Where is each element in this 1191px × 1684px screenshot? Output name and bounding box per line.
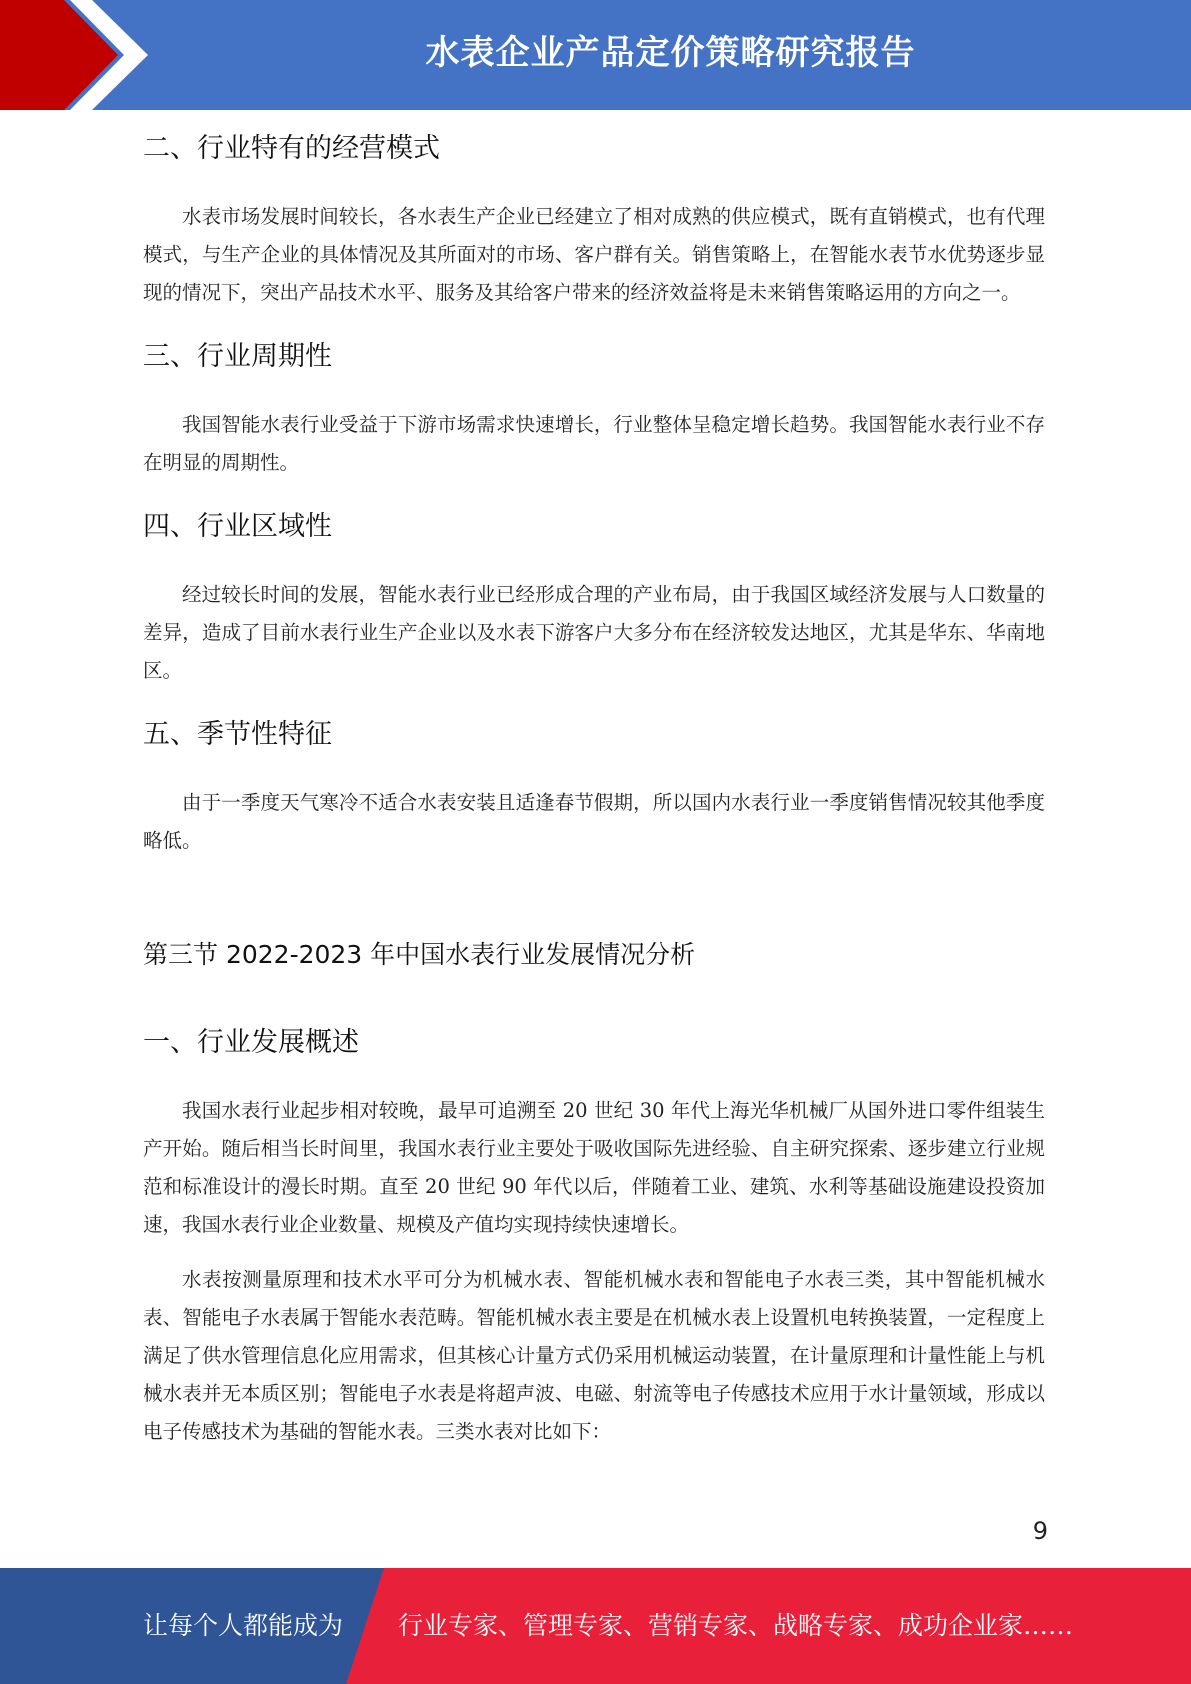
section-heading-seasonality: 五、季节性特征 (143, 719, 332, 750)
paragraph-business-model: 水表市场发展时间较长，各水表生产企业已经建立了相对成熟的供应模式，既有直销模式，也有代理模式，与生产企业的具体情况及其所面对的市场、客户群有关。销售策略上，在智能水表节水优势逐步显现的情况下，突出产品技术水平、服务及其给客户带来的经济效益将是未来销售策略运用的方向之一。 (143, 205, 1045, 304)
section-heading-regionality: 四、行业区域性 (143, 511, 332, 542)
footer-slogan-right: 行业专家、管理专家、营销专家、战略专家、成功企业家…… (398, 1611, 1074, 1640)
chapter-heading: 第三节 2022-2023 年中国水表行业发展情况分析 (143, 940, 696, 969)
footer-slogan-left: 让每个人都能成为 (143, 1611, 344, 1640)
page-footer (0, 1568, 1191, 1684)
section-heading-business-model: 二、行业特有的经营模式 (143, 133, 440, 164)
paragraph-cyclicality: 我国智能水表行业受益于下游市场需求快速增长，行业整体呈稳定增长趋势。我国智能水表行业不存在明显的周期性。 (143, 413, 1045, 474)
section-heading-cyclicality: 三、行业周期性 (143, 341, 332, 372)
page-header (0, 0, 1191, 110)
section-heading-overview: 一、行业发展概述 (143, 1027, 359, 1058)
paragraph-overview-history: 我国水表行业起步相对较晚，最早可追溯至 20 世纪 30 年代上海光华机械厂从国外进口零件组装生产开始。随后相当长时间里，我国水表行业主要处于吸收国际先进经验、自主研究探索、逐步建立行业规范和标准设计的漫长时期。直至 20 世纪 90 年代以后，伴随着工业、建筑、水利等基础设施建设投资加速，我国水表行业企业数量、规模及产值均实现持续快速增长。 (143, 1099, 1045, 1236)
page-number: 9 (1032, 1517, 1048, 1545)
paragraph-overview-types: 水表按测量原理和技术水平可分为机械水表、智能机械水表和智能电子水表三类，其中智能机械水表、智能电子水表属于智能水表范畴。智能机械水表主要是在机械水表上设置机电转换装置，一定程度上满足了供水管理信息化应用需求，但其核心计量方式仍采用机械运动装置，在计量原理和计量性能上与机械水表并无本质区别；智能电子水表是将超声波、电磁、射流等电子传感技术应用于水计量领域，形成以电子传感技术为基础的智能水表。三类水表对比如下： (143, 1268, 1045, 1443)
report-title: 水表企业产品定价策略研究报告 (425, 33, 916, 73)
paragraph-regionality: 经过较长时间的发展，智能水表行业已经形成合理的产业布局，由于我国区域经济发展与人口数量的差异，造成了目前水表行业生产企业以及水表下游客户大多分布在经济较发达地区，尤其是华东、华南地区。 (143, 583, 1045, 682)
paragraph-seasonality: 由于一季度天气寒冷不适合水表安装且适逢春节假期，所以国内水表行业一季度销售情况较其他季度略低。 (143, 791, 1045, 852)
header-arrow-decoration (0, 0, 160, 110)
page-content (143, 118, 1045, 1451)
